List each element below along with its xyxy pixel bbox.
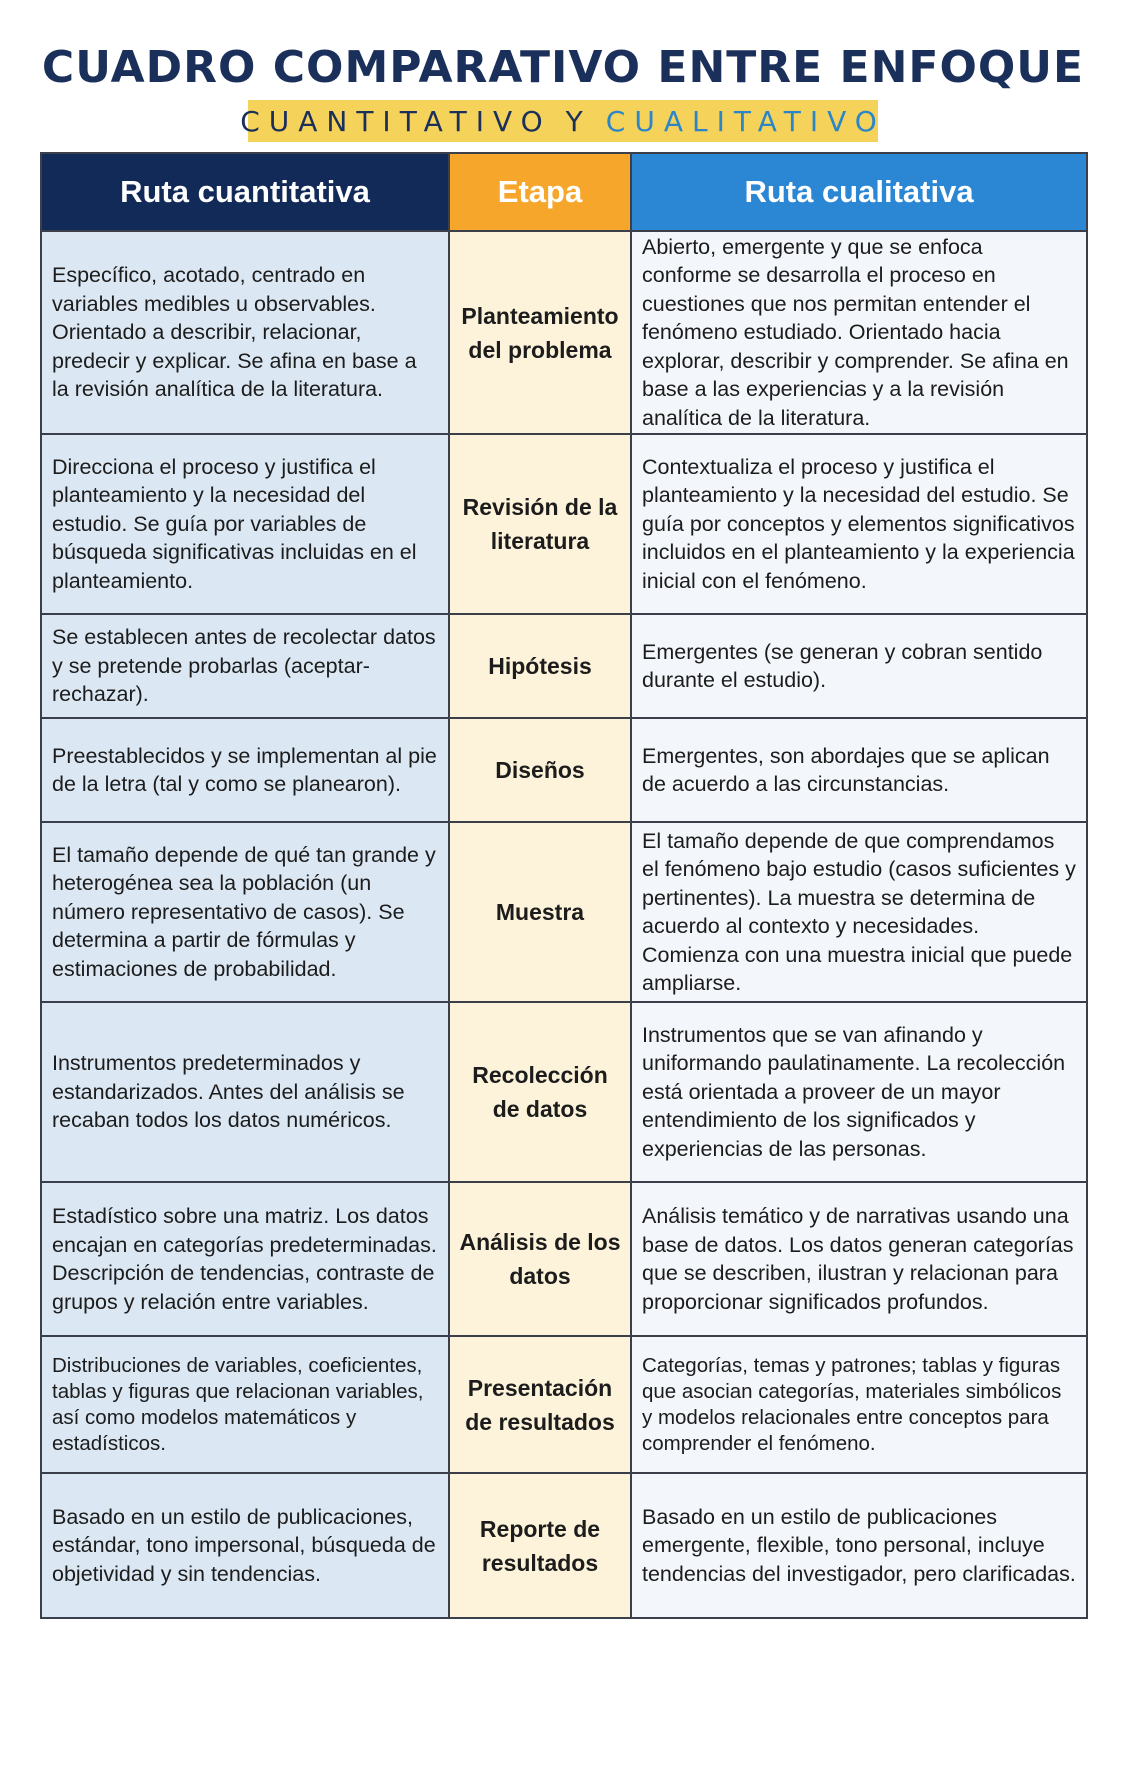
quantitative-cell: Preestablecidos y se implementan al pie de la letra (tal y como se planearon). bbox=[41, 718, 449, 822]
qualitative-cell: Contextualiza el proceso y justifica el planteamiento y la necesidad del estudio. Se guía por conceptos y elementos significativos incluidos en el planteamiento y la experiencia inicial con el fenómeno. bbox=[631, 434, 1087, 614]
comparison-table bbox=[40, 152, 1088, 1619]
stage-cell: Hipótesis bbox=[449, 614, 631, 718]
stage-cell: Planteamiento del problema bbox=[449, 231, 631, 434]
stage-cell: Revisión de la literatura bbox=[449, 434, 631, 614]
quantitative-cell: Basado en un estilo de publicaciones, estándar, tono impersonal, búsqueda de objetividad y sin tendencias. bbox=[41, 1473, 449, 1618]
page-title: CUADRO COMPARATIVO ENTRE ENFOQUE bbox=[41, 42, 1085, 93]
header-stage: Etapa bbox=[449, 153, 631, 231]
quantitative-cell: Específico, acotado, centrado en variables medibles u observables. Orientado a describir, relacionar, predecir y explicar. Se afina en base a la revisión analítica de la literatura. bbox=[41, 231, 449, 434]
subtitle-qualitative: CUALITATIVO bbox=[605, 104, 886, 138]
quantitative-cell: Distribuciones de variables, coeficientes, tablas y figuras que relacionan variables, así como modelos matemáticos y estadísticos. bbox=[41, 1336, 449, 1473]
quantitative-cell: El tamaño depende de qué tan grande y heterogénea sea la población (un número representativo de casos). Se determina a partir de fórmulas y estimaciones de probabilidad. bbox=[41, 822, 449, 1002]
table-row bbox=[41, 434, 1087, 614]
stage-cell: Reporte de resultados bbox=[449, 1473, 631, 1618]
stage-cell: Análisis de los datos bbox=[449, 1182, 631, 1336]
table-row bbox=[41, 231, 1087, 434]
subtitle-band bbox=[240, 100, 886, 142]
qualitative-cell: Basado en un estilo de publicaciones emergente, flexible, tono personal, incluye tendencias del investigador, pero clarificadas. bbox=[631, 1473, 1087, 1618]
table-row bbox=[41, 718, 1087, 822]
quantitative-cell: Direcciona el proceso y justifica el planteamiento y la necesidad del estudio. Se guía por variables de búsqueda significativas incluidas en el planteamiento. bbox=[41, 434, 449, 614]
qualitative-cell: Categorías, temas y patrones; tablas y figuras que asocian categorías, materiales simbólicos y modelos relacionales entre conceptos para comprender el fenómeno. bbox=[631, 1336, 1087, 1473]
table-row bbox=[41, 1336, 1087, 1473]
stage-cell: Muestra bbox=[449, 822, 631, 1002]
table-row bbox=[41, 1182, 1087, 1336]
table-row bbox=[41, 1002, 1087, 1182]
qualitative-cell: Emergentes, son abordajes que se aplican de acuerdo a las circunstancias. bbox=[631, 718, 1087, 822]
qualitative-cell: Instrumentos que se van afinando y uniformando paulatinamente. La recolección está orientada a proveer de un mayor entendimiento de los significados y experiencias de las personas. bbox=[631, 1002, 1087, 1182]
quantitative-cell: Estadístico sobre una matriz. Los datos encajan en categorías predeterminadas. Descripción de tendencias, contraste de grupos y relación entre variables. bbox=[41, 1182, 449, 1336]
stage-cell: Recolección de datos bbox=[449, 1002, 631, 1182]
qualitative-cell: Análisis temático y de narrativas usando una base de datos. Los datos generan categorías que se describen, ilustran y relacionan para proporcionar significados profundos. bbox=[631, 1182, 1087, 1336]
subtitle-connector: Y bbox=[565, 104, 592, 138]
subtitle-quantitative: CUANTITATIVO bbox=[240, 104, 552, 138]
table-header-row bbox=[41, 153, 1087, 231]
qualitative-cell: El tamaño depende de que comprendamos el fenómeno bajo estudio (casos suficientes y pertinentes). La muestra se determina de acuerdo al contexto y necesidades. Comienza con una muestra inicial que puede ampliarse. bbox=[631, 822, 1087, 1002]
table-row bbox=[41, 1473, 1087, 1618]
header-qualitative-route: Ruta cualitativa bbox=[631, 153, 1087, 231]
stage-cell: Presentación de resultados bbox=[449, 1336, 631, 1473]
header-quantitative-route: Ruta cuantitativa bbox=[41, 153, 449, 231]
table-row bbox=[41, 822, 1087, 1002]
table-row bbox=[41, 614, 1087, 718]
quantitative-cell: Instrumentos predeterminados y estandarizados. Antes del análisis se recaban todos los datos numéricos. bbox=[41, 1002, 449, 1182]
quantitative-cell: Se establecen antes de recolectar datos y se pretende probarlas (aceptar-rechazar). bbox=[41, 614, 449, 718]
qualitative-cell: Emergentes (se generan y cobran sentido durante el estudio). bbox=[631, 614, 1087, 718]
qualitative-cell: Abierto, emergente y que se enfoca conforme se desarrolla el proceso en cuestiones que nos permitan entender el fenómeno estudiado. Orientado hacia explorar, describir y comprender. Se afina en base a las experiencias y a la revisión analítica de la literatura. bbox=[631, 231, 1087, 434]
stage-cell: Diseños bbox=[449, 718, 631, 822]
